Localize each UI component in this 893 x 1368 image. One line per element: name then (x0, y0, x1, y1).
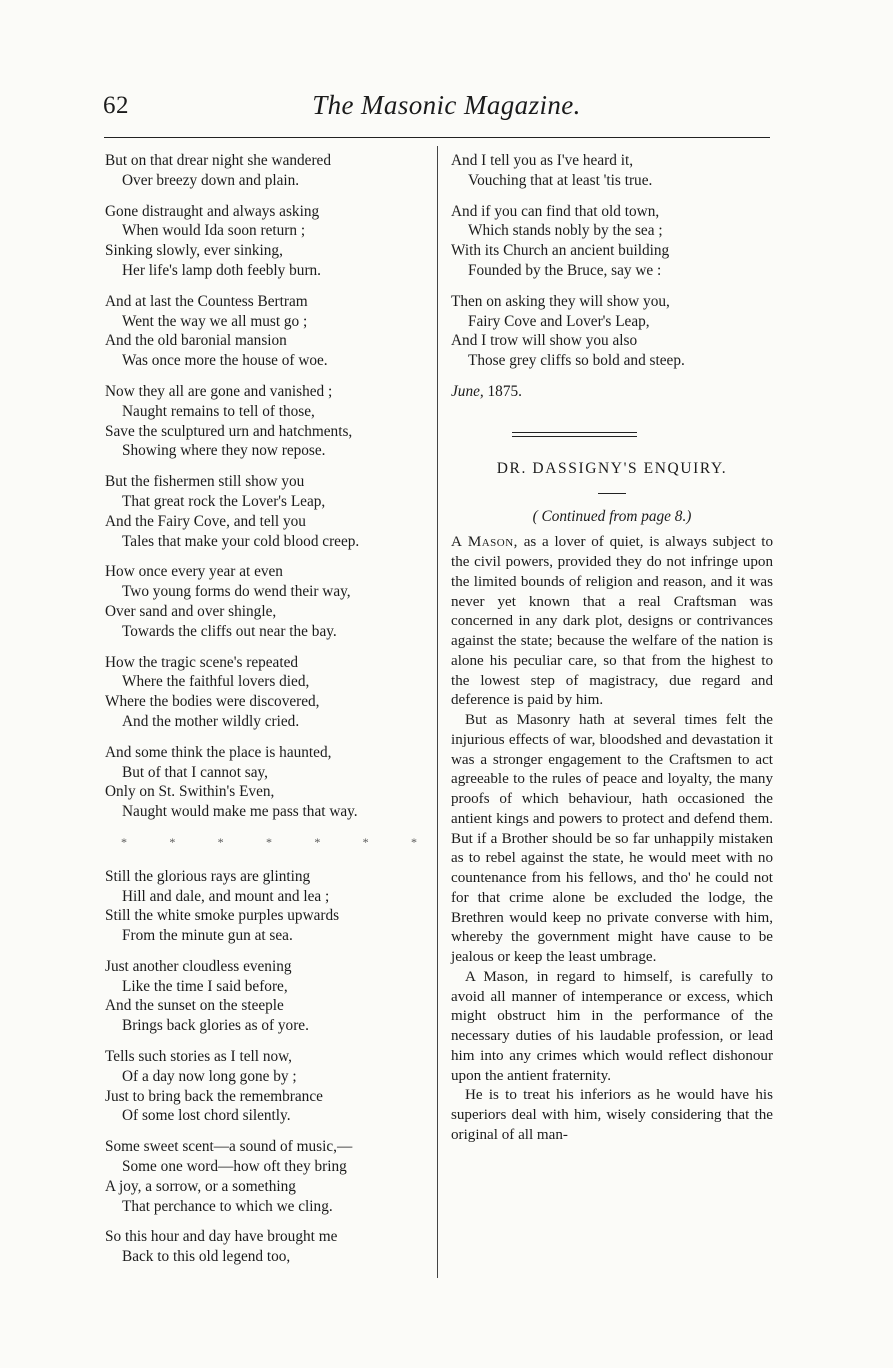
poem-line: Then on asking they will show you, (451, 292, 670, 310)
poem-line: And if you can find that old town, (451, 202, 660, 220)
continued-note: ( Continued from page 8.) (532, 507, 692, 525)
poem-stanza (105, 562, 425, 641)
poem-stanzas-part-1 (105, 151, 425, 822)
article-title: DR. DASSIGNY'S ENQUIRY. (496, 459, 728, 477)
article-body (451, 533, 773, 1145)
poem-line: Some one word—how oft they bring (122, 1158, 347, 1176)
poem-line: Still the glorious rays are glinting (105, 867, 311, 885)
poem-line: But on that drear night she wandered (105, 152, 331, 169)
poem-line: Only on St. Swithin's Even, (105, 783, 275, 801)
running-title: The Masonic Magazine. (312, 90, 581, 120)
header-rule (104, 137, 770, 138)
poem-stanza (451, 151, 773, 191)
poem-line: But of that I cannot say, (122, 763, 268, 781)
poem-line: Her life's lamp doth feebly burn. (122, 261, 322, 279)
poem-line: Which stands nobly by the sea ; (468, 222, 663, 240)
poem-line: Was once more the house of woe. (122, 352, 328, 370)
poem-date (451, 382, 773, 402)
poem-line: Vouching that at least 'tis true. (468, 171, 653, 189)
page-number: 62 (103, 92, 129, 119)
title-rule (598, 493, 626, 494)
poem-date-month: June, (451, 382, 484, 400)
poem-line: How the tragic scene's repeated (105, 653, 299, 671)
poem-line: Showing where they now repose. (122, 442, 326, 460)
poem-line: Naught remains to tell of those, (122, 402, 315, 420)
left-column (105, 151, 425, 1278)
right-column (451, 151, 773, 1146)
article-paragraph: A Mason, as a lover of quiet, is always subject to the civil powers, provided they do not infringe upon the limited bounds of religion and reason, and it was never yet known that a real Craftsman was concerned in any dark plot, designs or contrivances against the state; because the welfare of the nation is alone his peculiar care, so that from the highest to the lowest step of magistracy, due regard and deference is paid by him. (451, 534, 774, 709)
poem-line: Two young forms do wend their way, (122, 583, 351, 601)
poem-line: Just another cloudless evening (105, 957, 292, 975)
poem-stanza (105, 653, 425, 732)
poem-line: With its Church an ancient building (451, 242, 670, 260)
poem-stanza (105, 867, 425, 946)
star-ornament: * (169, 834, 176, 849)
poem-date-year: 1875. (483, 382, 522, 400)
poem-line: Fairy Cove and Lover's Leap, (468, 312, 650, 330)
poem-line: Some sweet scent—a sound of music,— (105, 1138, 353, 1156)
star-ornament: * (265, 834, 272, 849)
poem-stanza (451, 292, 773, 371)
poem-line: Of a day now long gone by ; (122, 1067, 297, 1085)
poem-stanzas-part-2 (105, 867, 425, 1267)
poem-line: Naught would make me pass that way. (122, 803, 358, 821)
poem-line: And the mother wildly cried. (122, 712, 300, 730)
poem-line: So this hour and day have brought me (105, 1228, 338, 1246)
poem-line: And the old baronial mansion (105, 332, 287, 350)
poem-stanza (105, 1227, 425, 1267)
poem-line: Those grey cliffs so bold and steep. (468, 352, 685, 370)
column-divider (437, 146, 438, 1278)
star-ornament: * (121, 834, 127, 849)
poem-stanza (105, 472, 425, 551)
poem-line: Gone distraught and always asking (105, 202, 320, 220)
poem-line: Just to bring back the remembrance (105, 1087, 323, 1105)
poem-line: Over sand and over shingle, (105, 602, 277, 620)
poem-line: That great rock the Lover's Leap, (122, 492, 326, 510)
poem-stanza (105, 957, 425, 1036)
poem-line: And the sunset on the steeple (105, 997, 284, 1015)
poem-line: Over breezy down and plain. (122, 171, 300, 189)
poem-line: Hill and dale, and mount and lea ; (122, 887, 330, 905)
poem-line: That perchance to which we cling. (122, 1197, 333, 1215)
poem-line: But the fishermen still show you (105, 473, 305, 491)
poem-line: How once every year at even (105, 563, 283, 581)
poem-line: And I trow will show you also (451, 332, 638, 350)
section-break-stars (105, 833, 425, 853)
star-ornament: * (314, 834, 321, 849)
poem-line: Like the time I said before, (122, 977, 288, 995)
poem-line: From the minute gun at sea. (122, 927, 293, 945)
poem-line: Where the faithful lovers died, (122, 673, 310, 691)
poem-line: When would Ida soon return ; (122, 222, 306, 240)
poem-stanza (105, 743, 425, 822)
star-ornament: * (410, 834, 417, 849)
lead-words: A Mason, (451, 534, 518, 551)
poem-stanzas-end (451, 151, 773, 371)
poem-line: Brings back glories as of yore. (122, 1017, 309, 1035)
star-ornament: * (217, 834, 224, 849)
poem-line: And some think the place is haunted, (105, 743, 332, 761)
poem-stanza (105, 1047, 425, 1126)
poem-stanza (105, 382, 425, 461)
poem-line: Sinking slowly, ever sinking, (105, 242, 283, 260)
poem-line: Tells such stories as I tell now, (105, 1048, 292, 1066)
poem-line: And I tell you as I've heard it, (451, 152, 634, 169)
poem-line: Towards the cliffs out near the bay. (122, 622, 337, 640)
poem-stanza (105, 292, 425, 371)
poem-line: Tales that make your cold blood creep. (122, 532, 360, 550)
poem-line: And at last the Countess Bertram (105, 292, 308, 310)
article-paragraph: He is to treat his inferiors as he would have his superiors deal with him, wisely considering that the original of all man- (451, 1087, 773, 1143)
poem-line: Of some lost chord silently. (122, 1107, 291, 1125)
poem-stanza (105, 1137, 425, 1216)
poem-line: And the Fairy Cove, and tell you (105, 512, 306, 530)
article-paragraph: A Mason, in regard to himself, is carefully to avoid all manner of intemperance or excess, which might obstruct him in the performance of the necessary duties of his laudable profession, or lead him into any crimes which would reflect dishonour upon the antient fraternity. (451, 968, 773, 1084)
poem-line: Founded by the Bruce, say we : (468, 261, 662, 279)
poem-line: Where the bodies were discovered, (105, 693, 320, 711)
star-ornament: * (362, 834, 369, 849)
poem-line: Now they all are gone and vanished ; (105, 382, 333, 400)
article-paragraph: But as Masonry hath at several times felt the injurious effects of war, bloodshed and devastation it was a stronger engagement to the Craftsmen to act agreeable to the rules of peace and loyalty, the many proofs of which behaviour, hath occasioned the antient kings and powers to protect and defend them. But if a Brother should be so far unhappily mistaken as to rebel against the state, he would meet with no countenance from his fellows, and tho' he could not for that crime alone be excluded the lodge, the Brethren would keep no private converse with him, whereby the government might have cause to be jealous or keep the least umbrage. (451, 712, 773, 966)
poem-stanza (451, 202, 773, 281)
poem-stanza (105, 202, 425, 281)
poem-line: Still the white smoke purples upwards (105, 907, 340, 925)
poem-stanza (105, 151, 425, 191)
article-separator (512, 432, 637, 437)
poem-line: Back to this old legend too, (122, 1248, 291, 1266)
poem-line: Save the sculptured urn and hatchments, (105, 422, 353, 440)
poem-line: Went the way we all must go ; (122, 312, 308, 330)
poem-line: A joy, a sorrow, or a something (105, 1177, 296, 1195)
